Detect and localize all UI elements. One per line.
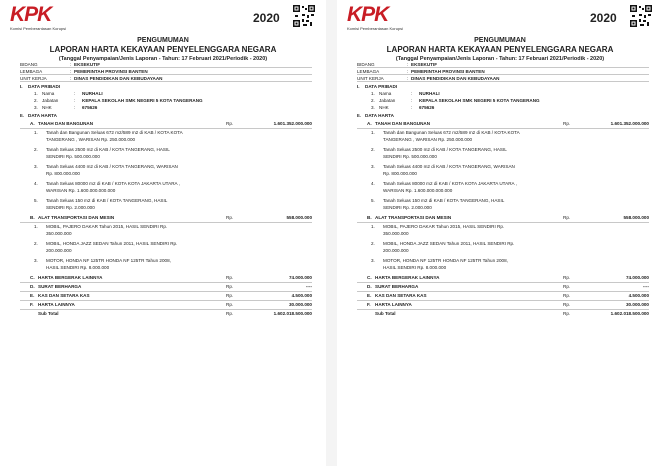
qr-code-icon — [630, 5, 652, 27]
title-lhkpn: LAPORAN HARTA KEKAYAAN PENYELENGGARA NEGARA — [49, 45, 277, 54]
divider — [357, 282, 649, 283]
info-bidang: BIDANG : EKSEKUTIF — [357, 62, 438, 67]
alat-item: 1. MOBIL, PAJERO DAKAR Tahun 2015, HASIL SENDIRI Rp. — [34, 224, 168, 229]
page-header — [0, 0, 326, 34]
harta-category: E. KAS DAN SETARA KAS Rp. 4.500.000 — [367, 293, 649, 298]
harta-alat-transportasi: B. ALAT TRANSPORTASI DAN MESIN Rp. 558.000.000 — [30, 215, 312, 220]
divider — [20, 128, 312, 129]
tanah-item-cont: TANGERANG , WARISAN Rp. 250.000.000 — [46, 137, 136, 142]
divider — [357, 74, 649, 75]
harta-category: D. SURAT BERHARGA Rp. ---- — [367, 284, 649, 289]
tanah-item: 5. Tanah Seluas 150 m2 di KAB / KOTA TANGERANG, HASIL — [34, 198, 168, 203]
tanah-item: 2. Tanah Seluas 2500 m2 di KAB / KOTA TANGERANG, HASIL — [371, 147, 507, 152]
pribadi-item: 3. NHK : 675626 — [34, 105, 98, 110]
pribadi-item: 1. Nama : NURHALI — [371, 91, 440, 96]
tanah-item: 3. Tanah Seluas 4400 m2 di KAB / KOTA TANGERANG, WARISAN — [34, 164, 178, 169]
tanah-item: 4. Tanah Seluas 80000 m2 di KAB / KOTA KOTA JAKARTA UTARA , — [34, 181, 180, 186]
alat-item-cont: HASIL SENDIRI Rp. 8.000.000 — [46, 265, 110, 270]
divider — [357, 309, 649, 310]
divider — [20, 67, 312, 68]
divider — [20, 282, 312, 283]
harta-tanah-bangunan: A. TANAH DAN BANGUNAN Rp. 1.601.352.000.000 — [30, 121, 312, 126]
document-page-left — [0, 0, 326, 466]
tanah-item: 1. Tanah dan Bangunan Seluas 672 m2/589 m2 di KAB / KOTA KOTA — [34, 130, 183, 135]
report-year: 2020 — [590, 11, 617, 25]
report-year: 2020 — [253, 11, 280, 25]
tanah-item-cont: SENDIRI Rp. 500.000.000 — [383, 154, 437, 159]
pribadi-item: 3. NHK : 675626 — [371, 105, 435, 110]
divider — [357, 222, 649, 223]
logo-subtitle: Komisi Pemberantasan Korupsi — [10, 26, 67, 31]
info-lembaga: LEMBAGA : PEMERINTAH PROVINSI BANTEN — [357, 69, 485, 74]
alat-item-cont: HASIL SENDIRI Rp. 8.000.000 — [383, 265, 447, 270]
alat-item-cont: 200.000.000 — [383, 248, 409, 253]
harta-category: C. HARTA BERGERAK LAINNYA Rp. 74.000.000 — [367, 275, 649, 280]
tanah-item-cont: TANGERANG , WARISAN Rp. 250.000.000 — [383, 137, 473, 142]
divider — [20, 291, 312, 292]
alat-item: 2. MOBIL, HONDA JAZZ SEDAN Tahun 2011, HASIL SENDIRI Rp. — [371, 241, 515, 246]
section-data-harta: II. DATA HARTA — [357, 113, 394, 118]
section-data-pribadi: I. DATA PRIBADI — [357, 84, 398, 89]
info-bidang: BIDANG : EKSEKUTIF — [20, 62, 101, 67]
pribadi-item: 2. Jabatan : KEPALA SEKOLAH SMK NEGERI 5 KOTA TANGERANG — [371, 98, 540, 103]
info-unit: UNIT KERJA : DINAS PENDIDIKAN DAN KEBUDAYAAN — [20, 76, 163, 81]
logo-subtitle: Komisi Pemberantasan Korupsi — [347, 26, 404, 31]
tanah-item-cont: WARISAN Rp. 1.600.000.000.000 — [46, 188, 116, 193]
info-unit: UNIT KERJA : DINAS PENDIDIKAN DAN KEBUDAYAAN — [357, 76, 500, 81]
alat-item-cont: 200.000.000 — [46, 248, 72, 253]
kpk-logo: KPK Komisi Pemberantasan Korupsi — [347, 3, 404, 31]
harta-subtotal: Sub Total Rp. 1.602.018.500.000 — [38, 311, 312, 316]
title-pengumuman: PENGUMUMAN — [474, 37, 526, 44]
tanah-item-cont: Rp. 800.000.000 — [46, 171, 80, 176]
harta-category: E. KAS DAN SETARA KAS Rp. 4.500.000 — [30, 293, 312, 298]
document-titles — [0, 36, 326, 63]
divider — [357, 128, 649, 129]
divider — [20, 81, 312, 82]
section-data-harta: II. DATA HARTA — [20, 113, 57, 118]
info-lembaga: LEMBAGA : PEMERINTAH PROVINSI BANTEN — [20, 69, 148, 74]
harta-category: F. HARTA LAINNYA Rp. 30.000.000 — [30, 302, 312, 307]
divider — [357, 291, 649, 292]
harta-category: C. HARTA BERGERAK LAINNYA Rp. 74.000.000 — [30, 275, 312, 280]
title-pengumuman: PENGUMUMAN — [137, 37, 189, 44]
tanah-item: 4. Tanah Seluas 80000 m2 di KAB / KOTA KOTA JAKARTA UTARA , — [371, 181, 517, 186]
alat-item: 2. MOBIL, HONDA JAZZ SEDAN Tahun 2011, HASIL SENDIRI Rp. — [34, 241, 178, 246]
divider — [357, 300, 649, 301]
title-date: (Tanggal Penyampaian/Jenis Laporan - Tahun: 17 Februari 2021/Periodik - 2020) — [58, 56, 268, 62]
tanah-item: 5. Tanah Seluas 150 m2 di KAB / KOTA TANGERANG, HASIL — [371, 198, 505, 203]
tanah-item: 2. Tanah Seluas 2500 m2 di KAB / KOTA TANGERANG, HASIL — [34, 147, 170, 152]
harta-category: D. SURAT BERHARGA Rp. ---- — [30, 284, 312, 289]
divider — [20, 300, 312, 301]
pribadi-item: 1. Nama : NURHALI — [34, 91, 103, 96]
harta-alat-transportasi: B. ALAT TRANSPORTASI DAN MESIN Rp. 558.000.000 — [367, 215, 649, 220]
alat-item-cont: 350.000.000 — [383, 231, 409, 236]
divider — [20, 309, 312, 310]
kpk-logo: KPK Komisi Pemberantasan Korupsi — [10, 3, 67, 31]
harta-tanah-bangunan: A. TANAH DAN BANGUNAN Rp. 1.601.352.000.000 — [367, 121, 649, 126]
tanah-item-cont: SENDIRI Rp. 500.000.000 — [46, 154, 100, 159]
alat-item: 3. MOTOR, HONDA NF 125TR HONDA NF 125TR Tahun 2008, — [371, 258, 508, 263]
title-date: (Tanggal Penyampaian/Jenis Laporan - Tahun: 17 Februari 2021/Periodik - 2020) — [395, 56, 605, 62]
section-data-pribadi: I. DATA PRIBADI — [20, 84, 61, 89]
document-titles — [337, 36, 663, 63]
qr-code-icon — [293, 5, 315, 27]
tanah-item: 3. Tanah Seluas 4400 m2 di KAB / KOTA TANGERANG, WARISAN — [371, 164, 515, 169]
alat-item: 3. MOTOR, HONDA NF 125TR HONDA NF 125TR Tahun 2008, — [34, 258, 171, 263]
harta-category: F. HARTA LAINNYA Rp. 30.000.000 — [367, 302, 649, 307]
tanah-item-cont: Rp. 800.000.000 — [383, 171, 417, 176]
tanah-item-cont: SENDIRI Rp. 2.000.000 — [46, 205, 95, 210]
alat-item-cont: 350.000.000 — [46, 231, 72, 236]
divider — [357, 81, 649, 82]
divider — [20, 222, 312, 223]
alat-item: 1. MOBIL, PAJERO DAKAR Tahun 2015, HASIL SENDIRI Rp. — [371, 224, 505, 229]
tanah-item-cont: WARISAN Rp. 1.600.000.000.000 — [383, 188, 453, 193]
divider — [357, 67, 649, 68]
title-lhkpn: LAPORAN HARTA KEKAYAAN PENYELENGGARA NEGARA — [386, 45, 614, 54]
tanah-item-cont: SENDIRI Rp. 2.000.000 — [383, 205, 432, 210]
harta-subtotal: Sub Total Rp. 1.602.018.500.000 — [375, 311, 649, 316]
divider — [20, 74, 312, 75]
page-gutter — [326, 0, 337, 466]
page-header — [337, 0, 663, 34]
pribadi-item: 2. Jabatan : KEPALA SEKOLAH SMK NEGERI 5 KOTA TANGERANG — [34, 98, 203, 103]
document-page-right — [337, 0, 663, 466]
tanah-item: 1. Tanah dan Bangunan Seluas 672 m2/589 m2 di KAB / KOTA KOTA — [371, 130, 520, 135]
